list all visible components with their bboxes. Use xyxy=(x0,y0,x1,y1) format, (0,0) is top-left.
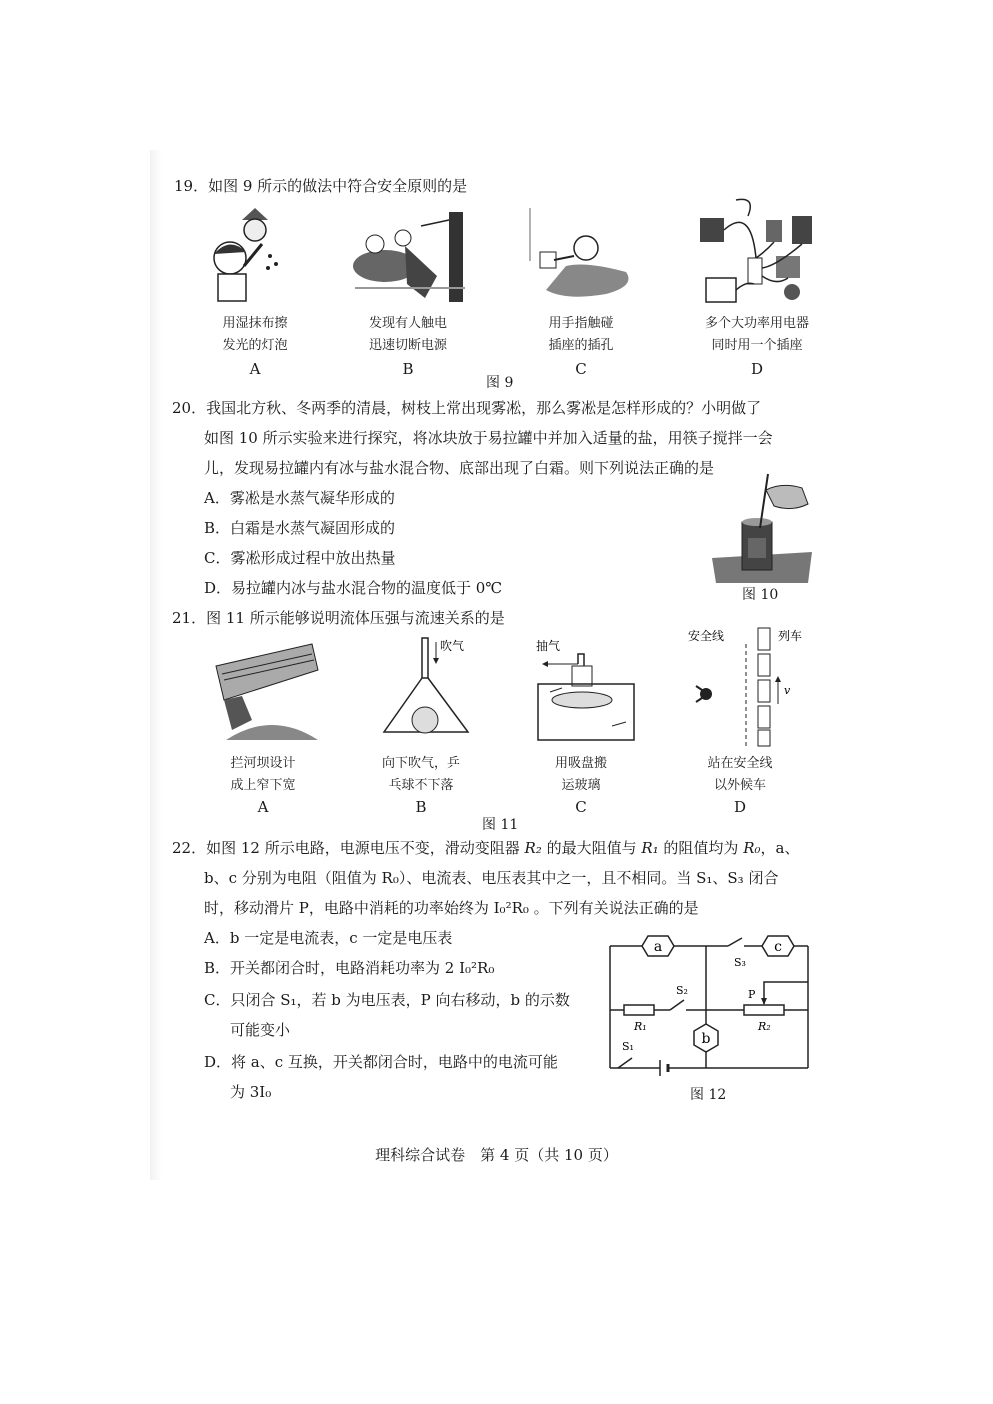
q19-option-a-letter: A xyxy=(249,360,261,378)
q20-option-d: D．易拉罐内冰与盐水混合物的温度低于 0℃ xyxy=(204,579,503,597)
r2-label: R₂ xyxy=(758,1020,771,1033)
q22-option-b: B．开关都闭合时，电路消耗功率为 2 I₀²R₀ xyxy=(204,959,495,977)
q19-option-c-caption-1: 用手指触碰 xyxy=(548,316,614,331)
r1-label: R₁ xyxy=(634,1020,647,1033)
q21-option-d-caption-2: 以外候车 xyxy=(713,778,766,793)
q19-option-b-letter: B xyxy=(402,360,414,378)
q20-figure-label: 图 10 xyxy=(742,587,779,603)
q21-option-b-letter: B xyxy=(415,798,427,816)
suction-cup-glass-icon xyxy=(532,636,642,746)
q20-stem-line-3: 儿，发现易拉罐内有冰与盐水混合物、底部出现了白霜。则下列说法正确的是 xyxy=(204,459,715,477)
q22-option-d-line-2: 为 3I₀ xyxy=(230,1083,272,1101)
q21-option-d-caption-1: 站在安全线 xyxy=(707,756,773,771)
q22-option-a: A．b 一定是电流表，c 一定是电压表 xyxy=(204,929,453,947)
q21-d-tag2: 列车 xyxy=(778,629,803,643)
q19-option-c-caption-2: 插座的插孔 xyxy=(548,338,614,353)
dam-icon xyxy=(212,640,322,745)
q19-option-d-caption-1: 多个大功率用电器 xyxy=(704,316,809,331)
q20-option-a: A．雾凇是水蒸气凝华形成的 xyxy=(204,489,395,507)
q21-option-c-caption-2: 运玻璃 xyxy=(561,778,601,793)
q22-stem-line-3: 时，移动滑片 P，电路中消耗的功率始终为 I₀²R₀ 。下列有关说法正确的是 xyxy=(204,899,699,917)
q19-stem: 19．如图 9 所示的做法中符合安全原则的是 xyxy=(174,177,468,195)
q22-stem-line-1-part-a: 22．如图 12 所示电路，电源电压不变，滑动变阻器 xyxy=(172,839,525,857)
q21-c-tag: 抽气 xyxy=(536,639,561,653)
slider-p-label: P xyxy=(748,988,756,1001)
q19-option-a-caption-2: 发光的灯泡 xyxy=(222,338,288,353)
q21-figure-label: 图 11 xyxy=(482,817,519,833)
q22-r0-symbol: R₀ xyxy=(743,839,761,857)
q20-option-c: C．雾凇形成过程中放出热量 xyxy=(204,549,396,567)
q22-stem-line-1-part-c: 的最大阻值与 xyxy=(541,839,642,857)
q21-option-a-caption-2: 成上窄下宽 xyxy=(230,778,296,793)
meter-a-label: a xyxy=(653,939,663,955)
meter-b-label: b xyxy=(701,1031,711,1047)
q22-figure-label: 图 12 xyxy=(690,1087,727,1103)
q21-option-d-letter: D xyxy=(733,798,747,816)
page-footer: 理科综合试卷 第 4 页（共 10 页） xyxy=(375,1146,618,1164)
child-touching-socket-icon xyxy=(516,206,641,306)
q22-r2-symbol: R₂ xyxy=(524,839,542,857)
lightbulb-wiping-icon xyxy=(200,206,310,306)
q20-stem-line-2: 如图 10 所示实验来进行探究，将冰块放于易拉罐中并加入适量的盐，用筷子搅拌一会 xyxy=(204,429,773,447)
q20-option-b: B．白霜是水蒸气凝固形成的 xyxy=(204,519,396,537)
q19-option-d-caption-2: 同时用一个插座 xyxy=(711,338,803,353)
q21-d-tag3: v xyxy=(784,684,791,697)
q21-option-b-caption-2: 乓球不下落 xyxy=(388,778,454,793)
can-stirring-icon xyxy=(712,468,812,583)
overloaded-socket-icon xyxy=(696,196,818,306)
q21-b-tag: 吹气 xyxy=(440,639,465,653)
s1-label: S₁ xyxy=(622,1040,634,1053)
q22-option-c-line-1: C．只闭合 S₁，若 b 为电压表，P 向右移动，b 的示数 xyxy=(204,991,570,1009)
circuit-diagram xyxy=(598,926,824,1078)
q22-option-d-line-1: D．将 a、c 互换，开关都闭合时，电路中的电流可能 xyxy=(204,1053,558,1071)
q22-stem-line-1-part-g: ，a、 xyxy=(760,839,800,857)
meter-c-label: c xyxy=(774,939,782,955)
q22-stem-line-1 xyxy=(172,838,799,858)
s2-label: S₂ xyxy=(676,984,688,997)
q21-option-c-caption-1: 用吸盘搬 xyxy=(554,756,607,771)
q21-d-tag: 安全线 xyxy=(688,629,725,643)
q20-stem-line-1: 20．我国北方秋、冬两季的清晨，树枝上常出现雾凇，那么雾凇是怎样形成的？小明做了 xyxy=(172,399,762,417)
q19-option-b-caption-1: 发现有人触电 xyxy=(368,316,447,331)
q22-r1-symbol: R₁ xyxy=(641,839,659,857)
q21-option-a-letter: A xyxy=(257,798,269,816)
q19-option-b-caption-2: 迅速切断电源 xyxy=(368,338,447,353)
q21-option-b-caption-1: 向下吹气，乒 xyxy=(381,756,460,771)
q19-option-d-letter: D xyxy=(750,360,764,378)
q21-option-a-caption-1: 拦河坝设计 xyxy=(230,756,296,771)
q19-option-c-letter: C xyxy=(575,360,587,378)
q19-figure-label: 图 9 xyxy=(486,375,514,391)
train-platform-icon xyxy=(682,624,807,749)
scan-shadow xyxy=(150,150,162,1180)
q21-option-c-letter: C xyxy=(575,798,587,816)
q21-stem: 21．图 11 所示能够说明流体压强与流速关系的是 xyxy=(172,609,505,627)
funnel-pingpong-icon xyxy=(378,636,478,746)
s3-label: S₃ xyxy=(734,956,746,969)
q22-option-c-line-2: 可能变小 xyxy=(230,1021,291,1039)
electric-shock-rescue-icon xyxy=(345,206,475,306)
q19-option-a-caption-1: 用湿抹布擦 xyxy=(222,316,288,331)
q22-stem-line-2: b、c 分别为电阻（阻值为 R₀）、电流表、电压表其中之一，且不相同。当 S₁、S₃ 闭合 xyxy=(204,869,779,887)
q22-stem-line-1-part-e: 的阻值均为 xyxy=(658,839,744,857)
